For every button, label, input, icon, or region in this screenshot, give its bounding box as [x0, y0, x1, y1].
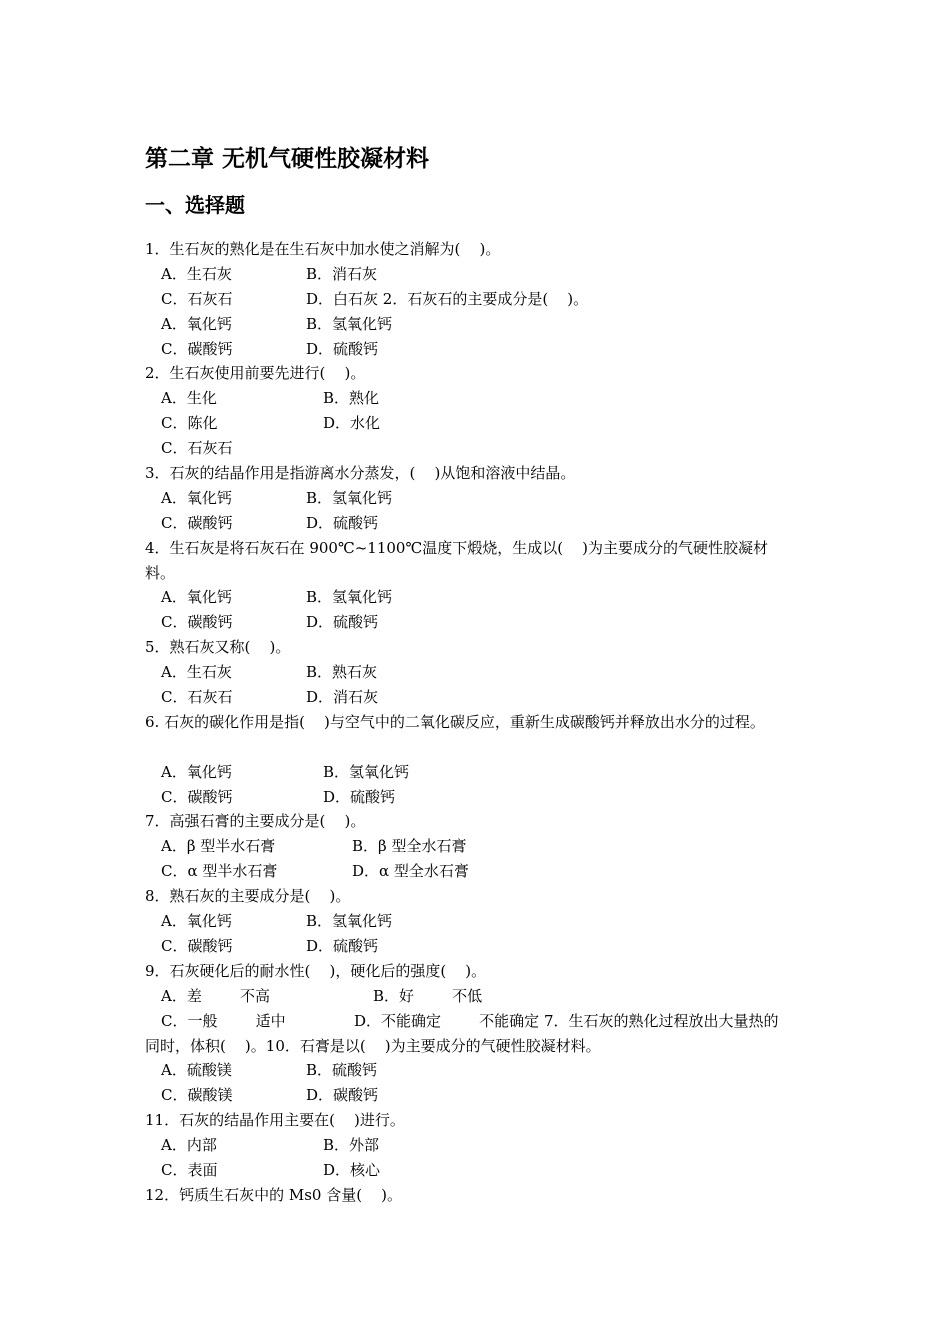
option-b: B．氢氧化钙 [323, 762, 410, 781]
option-row [145, 909, 835, 934]
question-text: 2．生石灰使用前要先进行( )。 [145, 364, 366, 383]
option-b: D．硫酸钙 [306, 339, 379, 358]
option-row [145, 660, 835, 685]
option-row [145, 834, 835, 859]
option-b: D．不能确定 不能确定 7．生石灰的熟化过程放出大量热的 [354, 1011, 779, 1030]
option-a: A．生石灰 [161, 663, 232, 682]
option-a: C．碳酸钙 [161, 787, 233, 806]
question-text: 11．石灰的结晶作用主要在( )进行。 [145, 1111, 405, 1130]
option-row [145, 760, 835, 785]
option-row [145, 337, 835, 362]
option-row [145, 511, 835, 536]
option-a: C．石灰石 [161, 289, 233, 308]
question-text: 9．石灰硬化后的耐水性( )，硬化后的强度( )。 [145, 961, 487, 980]
option-row [145, 859, 835, 884]
option-b: D．硫酸钙 [323, 787, 396, 806]
option-b: D．碳酸钙 [306, 1086, 379, 1105]
option-a: C．α 型半水石膏 [161, 862, 278, 881]
option-a: A．硫酸镁 [161, 1061, 232, 1080]
option-row [145, 312, 835, 337]
option-a: C．陈化 [161, 414, 218, 433]
option-b: D．硫酸钙 [306, 936, 379, 955]
option-b: B．好 不低 [373, 986, 483, 1005]
option-b: D．消石灰 [306, 688, 379, 707]
option-b: B．外部 [323, 1136, 380, 1155]
question-text: 同时，体积( )。10．石膏是以( )为主要成分的气硬性胶凝材料。 [145, 1036, 601, 1055]
question-text: 4．生石灰是将石灰石在 900℃~1100℃温度下煅烧，生成以( )为主要成分的气硬性胶凝材 [145, 538, 769, 557]
option-row [145, 262, 835, 287]
question-text: 5．熟石灰又称( )。 [145, 638, 291, 657]
option-a: A．氧化钙 [161, 314, 232, 333]
option-b: B．氢氧化钙 [306, 588, 393, 607]
option-b: B．熟化 [323, 389, 380, 408]
option-row [145, 1133, 835, 1158]
option-a: C．石灰石 [161, 688, 233, 707]
option-row [145, 411, 835, 436]
option-b: D．硫酸钙 [306, 513, 379, 532]
option-row [145, 585, 835, 610]
option-row [145, 610, 835, 635]
option-row [145, 1083, 835, 1108]
option-row [145, 934, 835, 959]
option-a: A．内部 [161, 1136, 217, 1155]
option-b: B．硫酸钙 [306, 1061, 378, 1080]
option-b: B．熟石灰 [306, 663, 378, 682]
option-a: A．生石灰 [161, 264, 232, 283]
option-a: C．碳酸钙 [161, 613, 233, 632]
option-a: A．差 不高 [161, 986, 270, 1005]
option-b: D．硫酸钙 [306, 613, 379, 632]
option-a: C．石灰石 [161, 439, 233, 458]
option-a: A．β 型半水石膏 [161, 837, 276, 856]
option-a: C．表面 [161, 1160, 218, 1179]
option-row [145, 685, 835, 710]
chapter-title: 第二章 无机气硬性胶凝材料 [145, 146, 430, 172]
option-row [145, 436, 835, 461]
question-text: 料。 [145, 563, 176, 582]
option-b: B．氢氧化钙 [306, 912, 393, 931]
question-text: 6. 石灰的碳化作用是指( )与空气中的二氧化碳反应，重新生成碳酸钙并释放出水分的过程。 [145, 712, 765, 731]
option-b: B．氢氧化钙 [306, 488, 393, 507]
option-b: B．氢氧化钙 [306, 314, 393, 333]
option-row [145, 486, 835, 511]
option-row [145, 386, 835, 411]
option-a: A．氧化钙 [161, 762, 232, 781]
option-row [145, 1158, 835, 1183]
option-b: B．β 型全水石膏 [352, 837, 467, 856]
option-row [145, 1009, 835, 1034]
option-a: A．氧化钙 [161, 588, 232, 607]
option-row [145, 1058, 835, 1083]
option-b: D．水化 [323, 414, 381, 433]
option-a: C．一般 适中 [161, 1011, 286, 1030]
question-text: 1．生石灰的熟化是在生石灰中加水使之消解为( )。 [145, 240, 501, 258]
option-row [145, 984, 835, 1009]
option-b: D．核心 [323, 1160, 381, 1179]
option-a: C．碳酸钙 [161, 339, 233, 358]
option-b: D．白石灰 2．石灰石的主要成分是( )。 [306, 289, 589, 308]
option-a: A．氧化钙 [161, 912, 232, 931]
option-a: C．碳酸钙 [161, 936, 233, 955]
option-row [145, 287, 835, 312]
option-a: A．生化 [161, 389, 217, 408]
blank-line [145, 735, 835, 760]
question-text: 8．熟石灰的主要成分是( )。 [145, 887, 351, 906]
option-row [145, 785, 835, 810]
question-list [145, 237, 835, 1208]
question-text: 7．高强石膏的主要成分是( )。 [145, 812, 366, 831]
section-title: 一、选择题 [145, 193, 245, 217]
option-a: A．氧化钙 [161, 488, 232, 507]
option-a: C．碳酸钙 [161, 513, 233, 532]
option-b: D．α 型全水石膏 [352, 862, 469, 881]
document-content [145, 143, 835, 1208]
question-text: 3．石灰的结晶作用是指游离水分蒸发，( )从饱和溶液中结晶。 [145, 464, 576, 483]
option-a: C．碳酸镁 [161, 1086, 233, 1105]
question-text: 12．钙质生石灰中的 Ms0 含量( )。 [145, 1185, 403, 1204]
option-b: B．消石灰 [306, 264, 378, 283]
